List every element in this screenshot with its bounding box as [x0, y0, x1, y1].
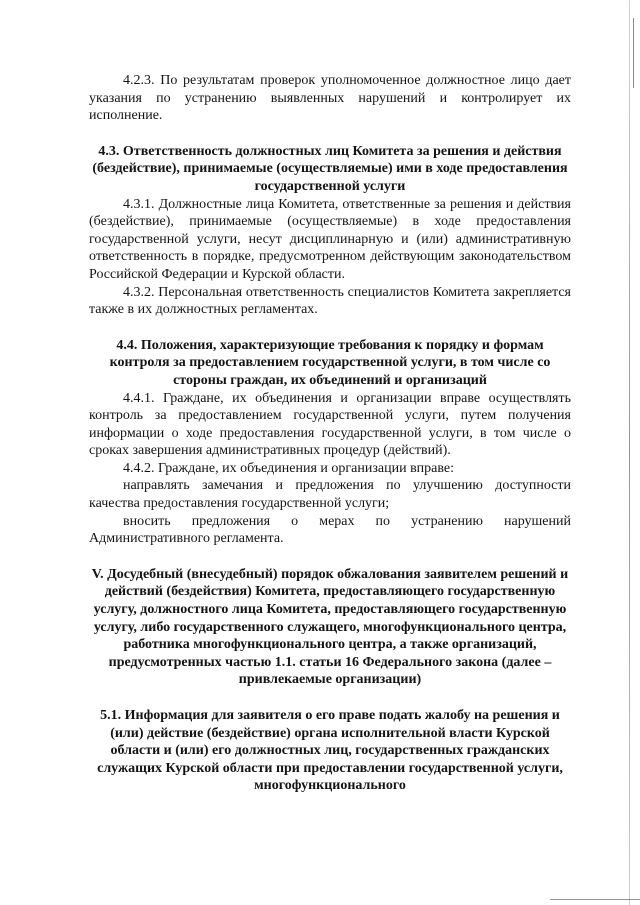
document-body: [89, 72, 571, 795]
paragraph-4-3-1: 4.3.1. Должностные лица Комитета, ответственные за решения и действия (бездействие), принимаемые (осуществляемые) в ходе предоставления государственной услуги, несут дисциплинарную и (или) административную ответственность в порядке, предусмотренном действующим законодательством Российской Федерации и Курской области.: [89, 196, 571, 282]
scan-bottom-mark: [550, 899, 640, 900]
heading-4-3: 4.3. Ответственность должностных лиц Комитета за решения и действия (бездействие), принимаемые (осуществляемые) ими в ходе предоставления государственной услуги: [92, 143, 568, 194]
paragraph-4-4-2-item-2: вносить предложения о мерах по устранению нарушений Административного регламента.: [89, 513, 571, 547]
heading-4-4: 4.4. Положения, характеризующие требования к порядку и формам контроля за предоставлением государственной услуги, в том числе со стороны граждан, их объединений и организаций: [109, 337, 551, 388]
scan-edge-line: [629, 0, 630, 905]
scan-edge-mark: [633, 18, 634, 88]
paragraph-4-4-2-item-1: направлять замечания и предложения по улучшению доступности качества предоставления государственной услуги;: [89, 478, 571, 512]
paragraph-4-4-1: 4.4.1. Граждане, их объединения и организации вправе осуществлять контроль за предоставлением государственной услуги, путем получения информации о ходе предоставления государственной услуги, в том числе о сроках завершения административных процедур (действий).: [89, 390, 571, 459]
paragraph-4-2-3: 4.2.3. По результатам проверок уполномоченное должностное лицо дает указания по устранению выявленных нарушений и контролирует их исполнение.: [89, 73, 571, 124]
heading-5-1: 5.1. Информация для заявителя о его праве подать жалобу на решения и (или) действие (бездействие) органа исполнительной власти Курской области и (или) его должностных лиц, государственных гражданских служащих Курской области при предоставлении государственной услуги, многофункционального: [97, 708, 563, 794]
paragraph-4-4-2: 4.4.2. Граждане, их объединения и организации вправе:: [123, 460, 455, 476]
paragraph-4-3-2: 4.3.2. Персональная ответственность специалистов Комитета закрепляется также в их должностных регламентах.: [89, 284, 571, 318]
heading-section-v: V. Досудебный (внесудебный) порядок обжалования заявителем решений и действий (бездействия) Комитета, предоставляющего государственную услугу, должностного лица Комитета, предоставляющего государственную услугу, либо государственного служащего, многофункционального центра, работника многофункционального центра, а также организаций, предусмотренных частью 1.1. статьи 16 Федерального закона (далее – привлекаемые организации): [91, 566, 569, 688]
